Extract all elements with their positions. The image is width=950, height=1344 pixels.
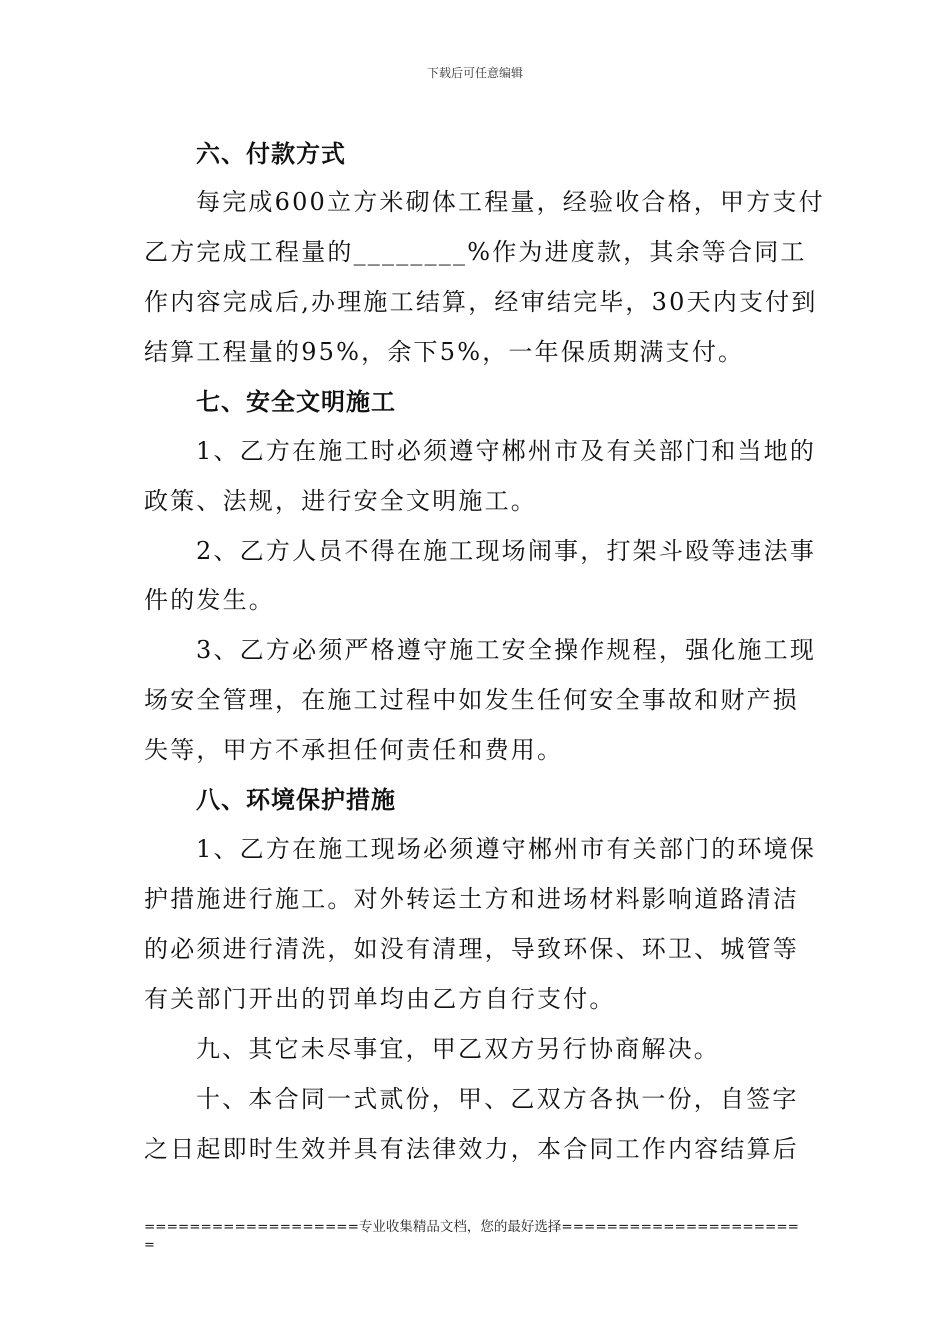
paragraph-line: 1、乙方在施工时必须遵守郴州市及有关部门和当地的 [196, 437, 817, 465]
paragraph-line: 失等，甲方不承担任何责任和费用。 [144, 736, 564, 764]
paragraph-line: 的必须进行清洗，如没有清理，导致环保、环卫、城管等 [144, 935, 799, 963]
paragraph-line: 之日起即时生效并具有法律效力，本合同工作内容结算后 [144, 1135, 799, 1163]
paragraph-line: 有关部门开出的罚单均由乙方自行支付。 [144, 985, 616, 1013]
section-heading-environment: 八、环境保护措施 [196, 786, 396, 814]
page-header-note: 下载后可任意编辑 [426, 66, 523, 80]
paragraph-line: 件的发生。 [144, 586, 275, 614]
paragraph-line: 结算工程量的95%，余下5%，一年保质期满支付。 [144, 338, 745, 366]
paragraph-line: 2、乙方人员不得在施工现场闹事，打架斗殴等违法事 [196, 537, 817, 565]
paragraph-line-other-matters: 九、其它未尽事宜，甲乙双方另行协商解决。 [196, 1035, 720, 1063]
paragraph-line: 护措施进行施工。对外转运土方和进场材料影响道路清洁 [144, 885, 799, 913]
paragraph-line: 政策、法规，进行安全文明施工。 [144, 487, 537, 515]
page-footer-tail: = [144, 1238, 155, 1253]
paragraph-line: 场安全管理，在施工过程中如发生任何安全事故和财产损 [144, 686, 799, 714]
paragraph-line: 作内容完成后,办理施工结算，经审结完毕，30天内支付到 [144, 288, 818, 316]
paragraph-line-contract-copies: 十、本合同一式贰份，甲、乙双方各执一份，自签字 [196, 1085, 799, 1113]
section-heading-safety: 七、安全文明施工 [196, 388, 396, 416]
paragraph-line: 1、乙方在施工现场必须遵守郴州市有关部门的环境保 [196, 835, 817, 863]
paragraph-line: 乙方完成工程量的________%作为进度款，其余等合同工 [144, 238, 807, 266]
page-footer-banner: ===================专业收集精品文档，您的最好选择===================== [144, 1219, 799, 1235]
paragraph-line: 每完成600立方米砌体工程量，经验收合格，甲方支付 [196, 188, 825, 216]
section-heading-payment: 六、付款方式 [196, 140, 346, 168]
paragraph-line: 3、乙方必须严格遵守施工安全操作规程，强化施工现 [196, 636, 817, 664]
